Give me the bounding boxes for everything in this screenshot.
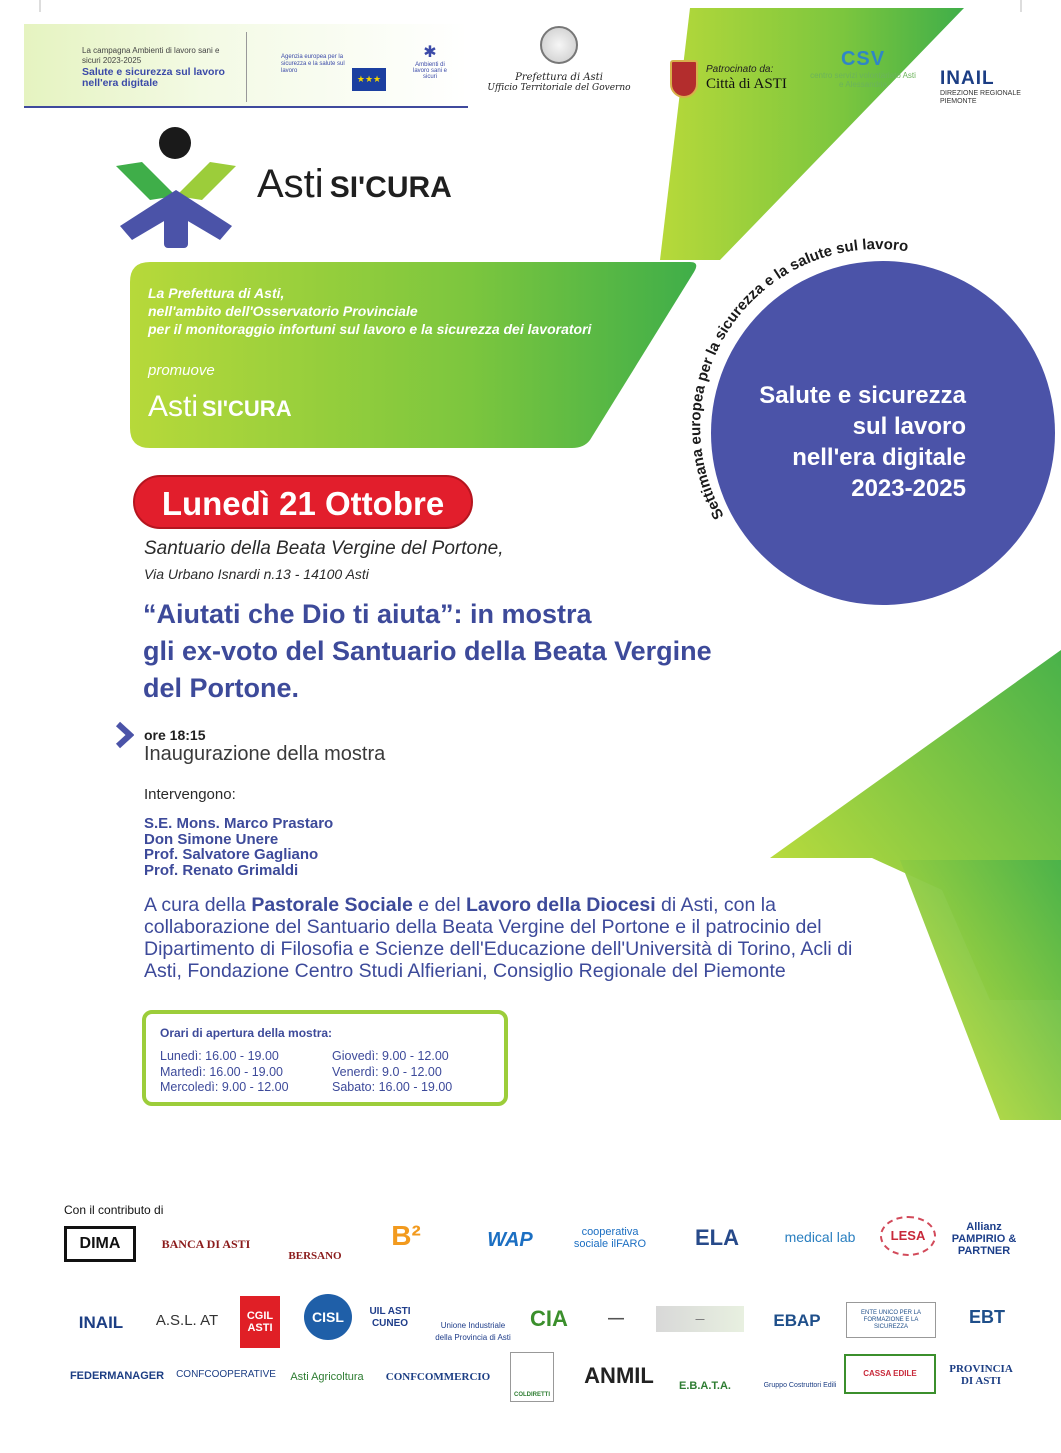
csv-sub: centro servizi volontariato Asti e Alessandria — [810, 71, 916, 89]
event-time: ore 18:15 — [144, 727, 206, 743]
sponsor-logo: A.S.L. AT — [155, 1312, 219, 1329]
italian-republic-emblem-icon — [540, 26, 578, 64]
promo-line1: La Prefettura di Asti, — [148, 285, 285, 301]
intervengono-label: Intervengono: — [144, 786, 236, 803]
speaker-item: Don Simone Unere — [144, 830, 279, 848]
opening-hours-title: Orari di apertura della mostra: — [160, 1026, 333, 1040]
csv-label: CSV — [840, 48, 886, 70]
promo-brand-name: Asti — [148, 390, 199, 423]
patrocinato-label: Patrocinato da: — [706, 64, 774, 75]
sponsor-logo: WAP — [487, 1229, 533, 1251]
sponsor-logo: BERSANO — [288, 1250, 342, 1262]
sponsor-logo: DIMA — [64, 1226, 136, 1262]
sponsor-logo: medical lab — [784, 1229, 856, 1245]
sponsor-logo: Gruppo Costruttori Edili — [763, 1382, 837, 1389]
acura-mid: e del — [412, 894, 466, 916]
campaign-line1: La campagna Ambienti di lavoro sani e sicuri 2023-2025 — [82, 46, 220, 65]
sponsor-logo: INAIL — [78, 1313, 124, 1332]
promuove-label: promuove — [148, 362, 215, 379]
sponsor-logo: EBT — [969, 1307, 1005, 1327]
sponsor-logo: CISL — [304, 1294, 352, 1340]
acura-pre: A cura della — [144, 894, 252, 916]
inail-label: INAIL — [940, 68, 995, 89]
speaker-item: Prof. Renato Grimaldi — [144, 861, 299, 879]
sponsor-logo: CASSA EDILE — [844, 1354, 936, 1394]
acura-bold1: Pastorale Sociale — [251, 894, 413, 916]
opening-hours-box — [142, 1010, 508, 1106]
sponsor-logo: Unione Industriale della Provincia di Asti — [435, 1321, 511, 1342]
promo-brand-suffix: SI'CURA — [202, 396, 292, 421]
inauguration-label: Inaugurazione della mostra — [144, 743, 386, 765]
sponsor-logo: — — [656, 1306, 744, 1332]
hours-item: Venerdì: 9.0 - 12.00 — [332, 1064, 442, 1079]
eu-agency-label: Agenzia europea per la sicurezza e la salute sul lavoro — [281, 54, 345, 74]
campaign-logo — [24, 24, 468, 108]
citta-label: Città di ASTI — [706, 76, 787, 92]
prefettura-line1: Prefettura di Asti — [515, 72, 603, 83]
ambienti-logo — [410, 42, 450, 80]
city-shield-icon — [670, 60, 698, 98]
opening-hours-right — [332, 1049, 452, 1096]
sponsor-logo: CGIL ASTI — [240, 1296, 280, 1348]
brand-name: Asti — [257, 162, 324, 206]
sponsor-logo: CONFCOMMERCIO — [385, 1371, 491, 1383]
event-address: Via Urbano Isnardi n.13 - 14100 Asti — [144, 566, 369, 582]
headline-line1: “Aiutati che Dio ti aiuta”: in mostra — [143, 599, 592, 629]
inail-logo — [940, 68, 1030, 106]
sponsor-logo: BANCA DI ASTI — [161, 1237, 251, 1251]
circle-line3: nell'era digitale — [792, 444, 966, 471]
sponsor-logo: UIL ASTI CUNEO — [369, 1306, 411, 1329]
sponsor-logo: LESA — [880, 1216, 936, 1256]
hours-item: Lunedì: 16.00 - 19.00 — [160, 1049, 279, 1063]
sponsor-logo: ANMIL — [584, 1363, 654, 1388]
sponsor-logo: B² — [391, 1220, 421, 1251]
inail-sub: DIREZIONE REGIONALE PIEMONTE — [940, 90, 1021, 105]
promo-brand — [148, 390, 292, 424]
sponsor-logo: Asti Agricoltura — [290, 1371, 364, 1383]
prefettura-logo — [484, 26, 634, 110]
promo-line3: per il monitoraggio infortuni sul lavoro e la sicurezza dei lavoratori — [148, 321, 592, 337]
sponsor-logo: FEDERMANAGER — [69, 1370, 165, 1382]
hours-item: Mercoledì: 9.00 - 12.00 — [160, 1080, 289, 1094]
hours-item: Sabato: 16.00 - 19.00 — [332, 1080, 453, 1094]
event-date: Lunedì 21 Ottobre — [161, 485, 445, 522]
headline-line2: gli ex-voto del Santuario della Beata Vergine — [143, 636, 712, 666]
sponsor-logo: ENTE UNICO PER LA FORMAZIONE E LA SICUREZZA — [846, 1302, 936, 1338]
sponsor-logo: PROVINCIA DI ASTI — [949, 1363, 1013, 1387]
sponsor-logo: EBAP — [773, 1311, 821, 1330]
campaign-line2: Salute e sicurezza sul lavoro nell'era digitale — [82, 66, 225, 89]
ambienti-label: Ambienti di lavoro sani e sicuri — [412, 62, 448, 80]
circle-arc-text: Settimana europea per la sicurezza e la salute sul lavoro — [687, 235, 910, 523]
sponsor-logo: CONFCOOPERATIVE — [176, 1369, 276, 1380]
circle-line1: Salute e sicurezza — [759, 382, 966, 409]
person-icon: ✱ — [423, 44, 437, 61]
sponsor-logo: Allianz PAMPIRIO & PARTNER — [951, 1221, 1017, 1257]
prefettura-line2: Ufficio Territoriale del Governo — [487, 83, 631, 93]
promo-line2: nell'ambito dell'Osservatorio Provinciale — [148, 303, 418, 319]
hours-item: Martedì: 16.00 - 19.00 — [160, 1064, 283, 1079]
diagonal-band — [660, 8, 964, 260]
sponsor-logo: cooperativa sociale ilFARO — [573, 1226, 647, 1250]
speaker-item: Prof. Salvatore Gagliano — [144, 846, 319, 863]
hours-item: Giovedì: 9.00 - 12.00 — [332, 1049, 449, 1063]
promo-block — [148, 284, 688, 423]
sponsor-logo: ELA — [695, 1225, 739, 1250]
speaker-item: S.E. Mons. Marco Prastaro — [144, 815, 334, 832]
csv-logo — [810, 48, 916, 108]
sponsor-logo: COLDIRETTI — [510, 1352, 554, 1402]
sponsors-label: Con il contributo di — [64, 1203, 164, 1217]
circle-text — [722, 380, 966, 504]
asti-sicura-brand — [257, 162, 452, 207]
speakers-list — [144, 816, 333, 878]
circle-line4: 2023-2025 — [851, 475, 966, 502]
acura-bold2: Lavoro della Diocesi — [465, 894, 656, 916]
sponsor-logo: E.B.A.T.A. — [679, 1380, 731, 1392]
curated-by-paragraph — [144, 894, 864, 982]
opening-hours-left — [160, 1049, 289, 1096]
eu-flag-icon: ★★★ — [352, 68, 386, 91]
chevron-right-icon — [114, 720, 134, 750]
sponsor-logo: CIA — [530, 1306, 568, 1331]
circle-line2: sul lavoro — [852, 413, 966, 440]
acura-post: di Asti, con la collaborazione del Santuario della Beata Vergine del Portone e il patrocinio del Dipartimento di Filosofia e Scienze dell'Educazione dell'Università di Torino, Acli di Asti, Fondazione Centro Studi Alfieriani, Consiglio Regionale del Piemonte — [144, 894, 853, 982]
citta-asti-logo — [668, 58, 802, 102]
event-headline — [143, 596, 843, 707]
headline-line3: del Portone. — [143, 673, 300, 703]
eu-agency-logo — [246, 32, 356, 102]
event-venue: Santuario della Beata Vergine del Portone, — [144, 538, 504, 559]
sponsor-logo: — — [608, 1310, 624, 1327]
event-date-badge — [133, 475, 473, 529]
brand-suffix: SI'CURA — [329, 171, 452, 204]
